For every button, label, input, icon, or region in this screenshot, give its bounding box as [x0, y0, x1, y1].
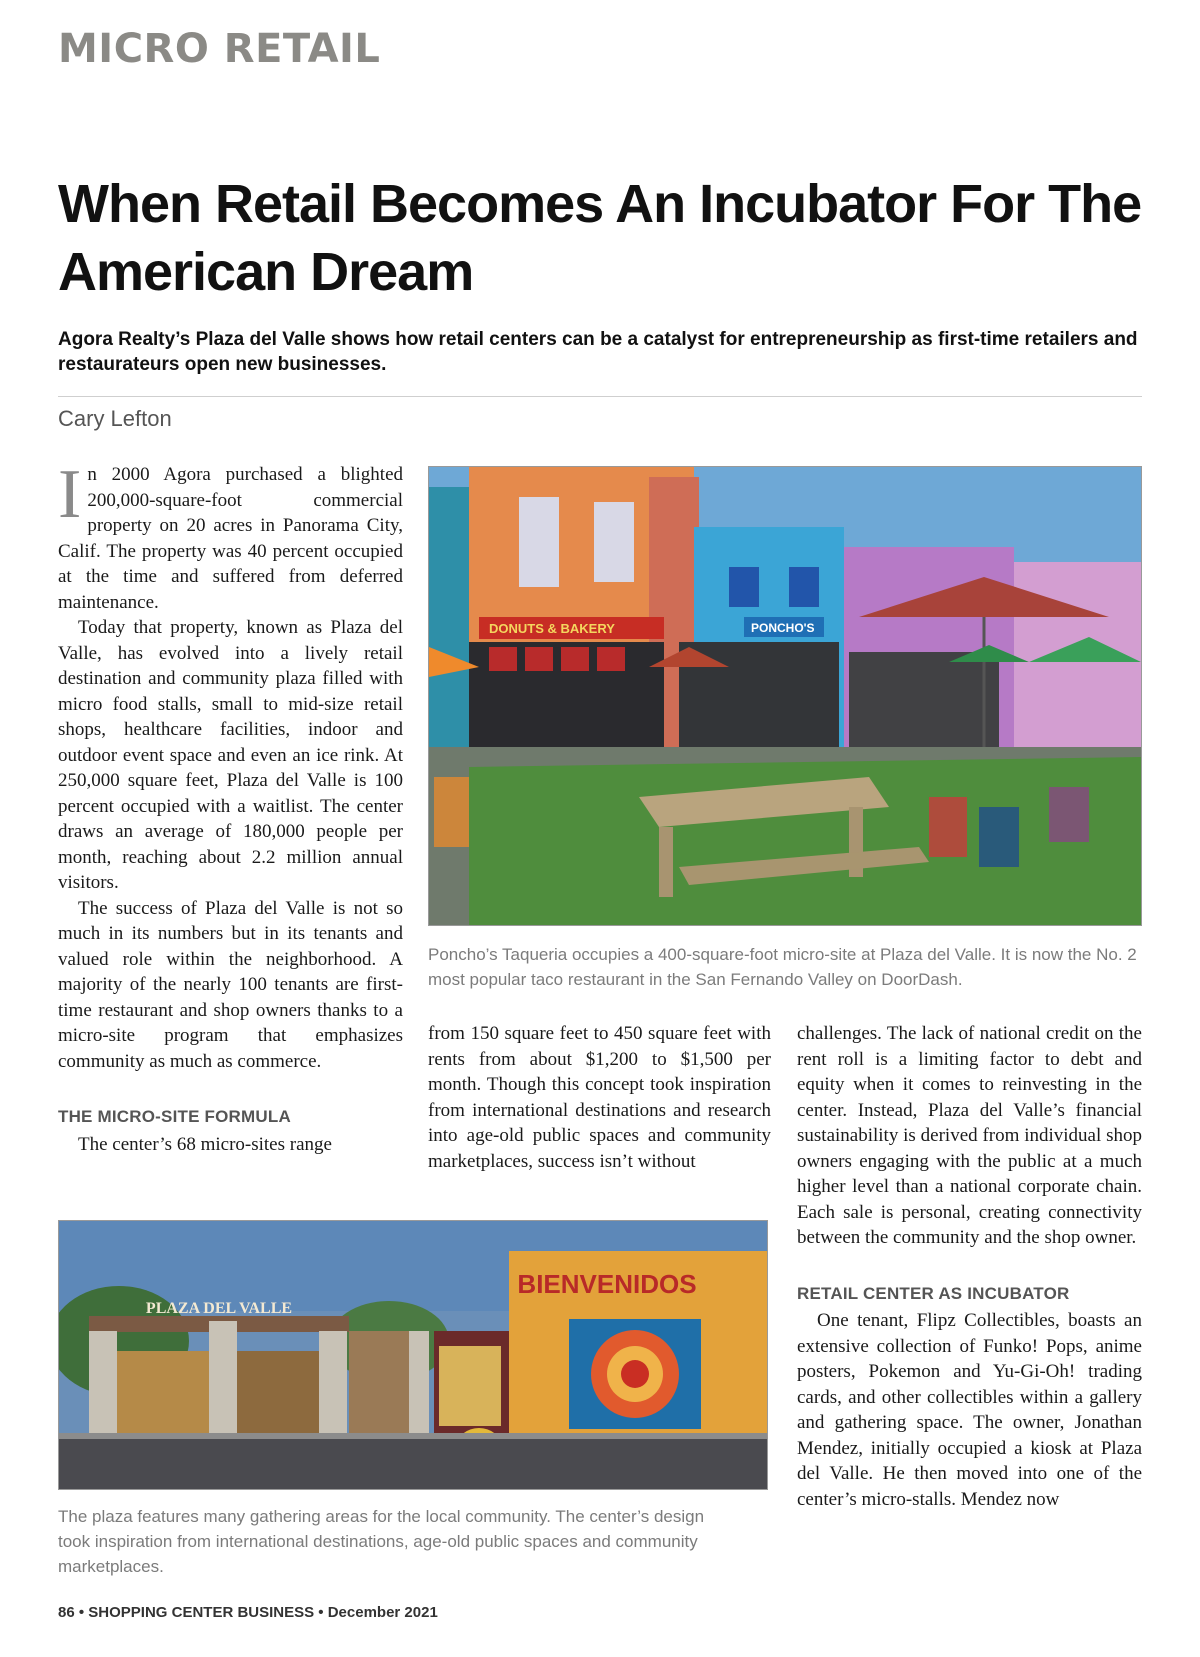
sign-donuts-bakery: DONUTS & BAKERY — [489, 621, 615, 636]
sign-bienvenidos: BIENVENIDOS — [517, 1269, 697, 1299]
column-3 — [797, 1021, 1142, 1512]
byline: Cary Lefton — [58, 406, 172, 431]
drop-cap: I — [58, 456, 82, 533]
photo-caption-1: Poncho’s Taqueria occupies a 400-square-foot micro-site at Plaza del Valle. It is now the No. 2 most popular taco restaurant in the San Fernando Valley on DoorDash. — [428, 945, 1137, 989]
paragraph: The center’s 68 micro-sites range — [78, 1133, 332, 1155]
column-1 — [58, 456, 403, 1157]
paragraph: challenges. The lack of national credit on the rent roll is a limiting factor to debt and equity when it comes to reinvesting in the center. Instead, Plaza del Valle’s financial sustainability is derived from individual shop owners engaging with the public at a much higher level than a national corporate chain. Each sale is personal, creating connectivity between the community and the shop owner. — [797, 1023, 1142, 1248]
paragraph — [58, 456, 403, 615]
paragraph: Today that property, known as Plaza del Valle, has evolved into a lively retail destination and community plaza filled with micro food stalls, small to mid-size retail shops, healthcare facilities, indoor and outdoor event space and even an ice rink. At 250,000 square feet, Plaza del Valle is 100 percent occupied with a waitlist. The center draws an average of 180,000 people per month, reaching about 2.2 million annual visitors. — [58, 617, 403, 893]
photo-plaza-entrance — [58, 1220, 768, 1490]
page-folio: 86 • SHOPPING CENTER BUSINESS • December 2021 — [58, 1604, 438, 1621]
sign-plaza-del-valle: PLAZA DEL VALLE — [145, 1300, 293, 1317]
column-2 — [428, 1021, 771, 1174]
divider — [58, 396, 1142, 397]
paragraph: from 150 square feet to 450 square feet with rents from about $1,200 to $1,500 per month. Though this concept took inspiration from international destinations and research into age-old public spaces and community marketplaces, success isn’t without — [428, 1023, 771, 1172]
plaza-entrance-image — [59, 1221, 767, 1489]
paragraph: One tenant, Flipz Collectibles, boasts an extensive collection of Funko! Pops, anime posters, Pokemon and Yu-Gi-Oh! trading cards, and other collectibles within a gallery and gathering space. The owner, Jonathan Mendez, initially occupied a kiosk at Plaza del Valle. He then moved into one of the center’s micro-stalls. Mendez now — [797, 1310, 1142, 1510]
sign-ponchos: PONCHO'S — [751, 621, 815, 635]
subhead: THE MICRO-SITE FORMULA — [58, 1107, 291, 1126]
photo-ponchos-taqueria — [428, 466, 1142, 926]
headline: When Retail Becomes An Incubator For The American Dream — [58, 174, 1142, 302]
subhead: RETAIL CENTER AS INCUBATOR — [797, 1283, 1070, 1303]
section-label: MICRO RETAIL — [58, 26, 381, 72]
paragraph: The success of Plaza del Valle is not so much in its numbers but in its tenants and valued role within the neighborhood. A majority of the nearly 100 tenants are first-time restaurant and shop owners thanks to a micro-site program that emphasizes community as much as commerce. — [58, 897, 403, 1072]
plaza-storefront-image — [429, 467, 1141, 925]
paragraph-text: n 2000 Agora purchased a blighted 200,000-square-foot commercial property on 20 acres in Panorama City, Calif. The property was 40 percent occupied at the time and suffered from deferred maintenance. — [58, 464, 403, 613]
photo-caption-2: The plaza features many gathering areas for the local community. The center’s design took inspiration from international destinations, age-old public spaces and community marketplaces. — [58, 1507, 705, 1576]
deck: Agora Realty’s Plaza del Valle shows how retail centers can be a catalyst for entrepreneurship as first-time retailers and restaurateurs open new businesses. — [58, 329, 1138, 375]
